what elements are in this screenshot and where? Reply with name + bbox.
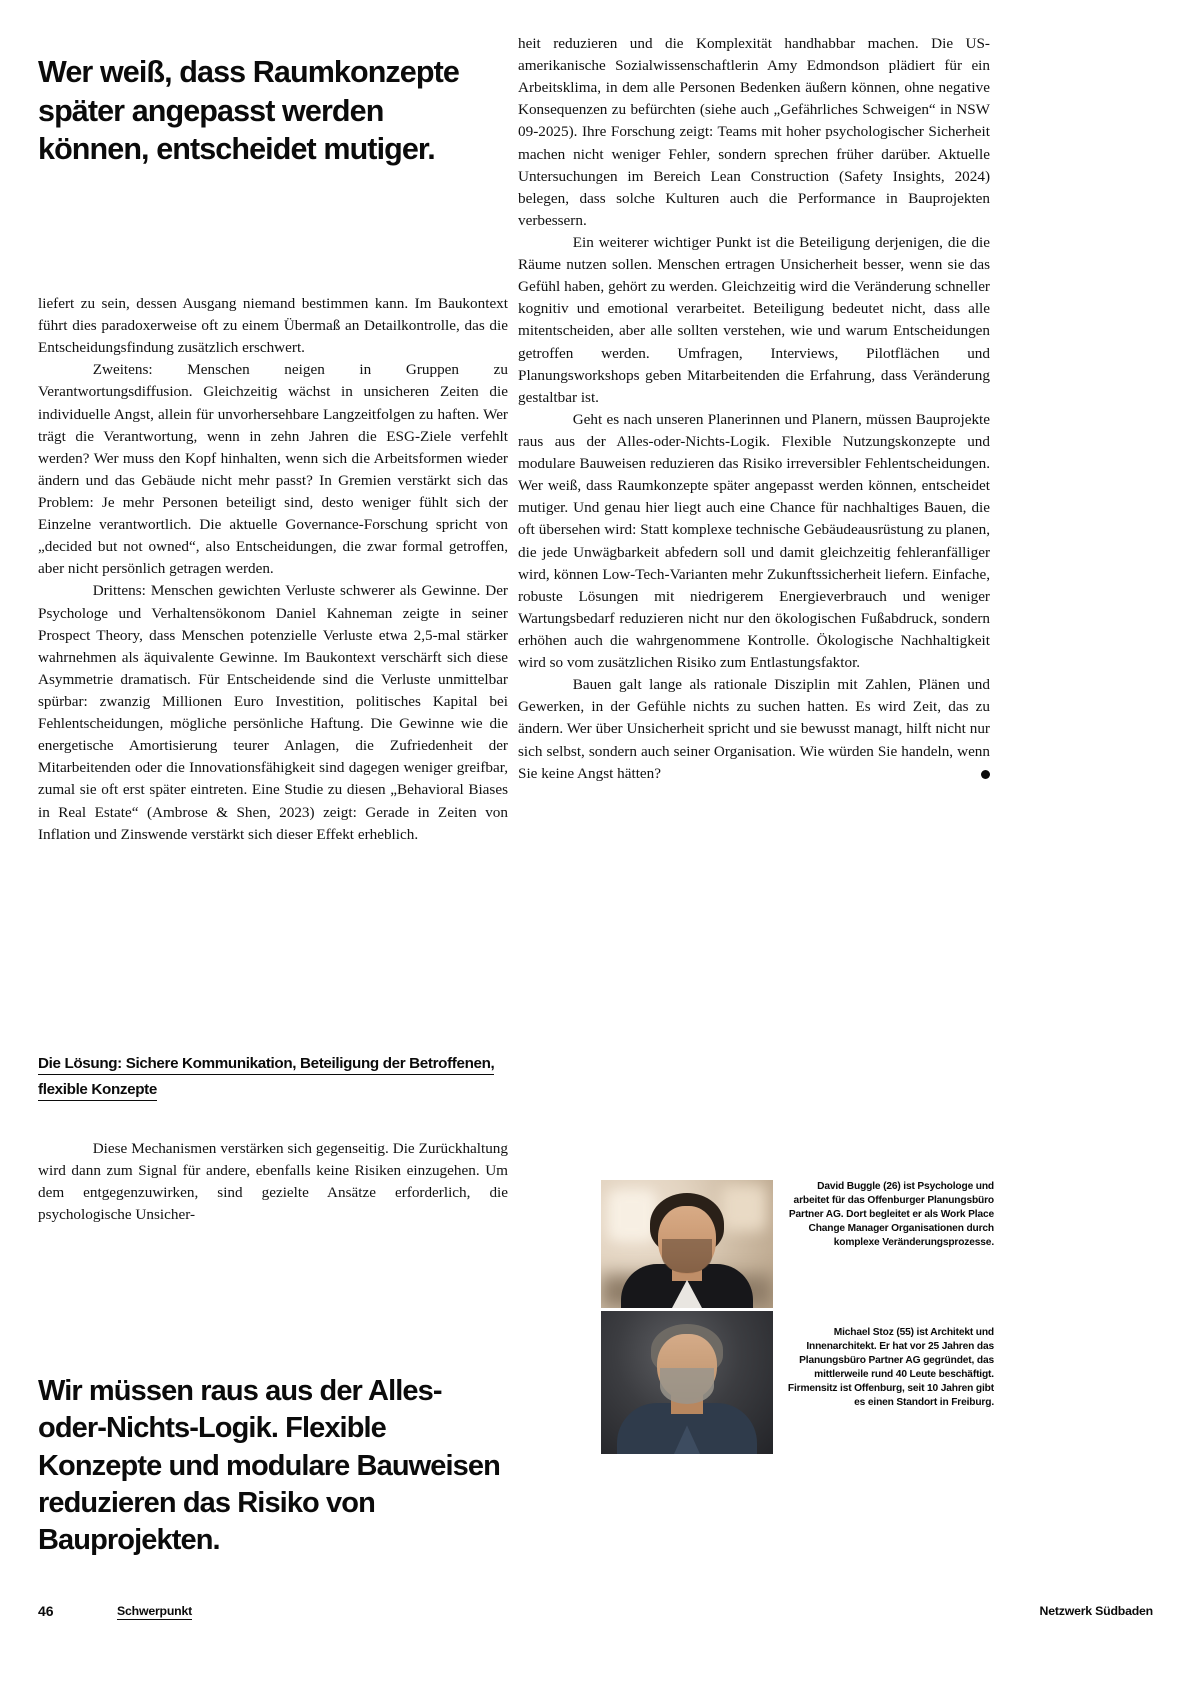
portrait-photo-michael-stoz	[601, 1311, 773, 1454]
portrait-photo-david-buggle	[601, 1180, 773, 1308]
section-subheading-text: Die Lösung: Sichere Kommunikation, Beteiligung der Betroffenen, flexible Konzepte	[38, 1055, 494, 1101]
paragraph: liefert zu sein, dessen Ausgang niemand bestimmen kann. Im Baukontext führt dies paradoxerweise oft zu einem Übermaß an Detailkontrolle, das die Entscheidungsfindung zusätzlich erschwert.	[38, 295, 508, 357]
paragraph: heit reduzieren und die Komplexität handhabbar machen. Die US-amerikanische Sozialwissenschaftlerin Amy Edmondson plädiert für ein Arbeitsklima, in dem alle Personen Bedenken äußern können, ohne negative Konsequenzen zu befürchten (siehe auch „Gefährliches Schweigen“ in NSW 09-2025). Ihre Forschung zeigt: Teams mit hoher psychologischer Sicherheit machen nicht weniger Fehler, sondern sprechen früher darüber. Aktuelle Untersuchungen im Bereich Lean Construction (Safety Insights, 2024) belegen, dass solche Kulturen auch die Performance in Bauprojekten verbessern.	[518, 35, 990, 229]
paragraph: Ein weiterer wichtiger Punkt ist die Beteiligung derjenigen, die die Räume nutzen sollen. Menschen ertragen Unsicherheit besser, wenn sie das Gefühl haben, gehört zu werden. Gleichzeitig wird die Veränderung schneller kognitiv und emotional verarbeitet. Beteiligung bedeutet nicht, dass alle mitentscheiden, aber alle sollten verstehen, wie und warum Entscheidungen getroffen werden. Umfragen, Interviews, Pilotflächen und Planungsworkshops geben Mitarbeitenden die Erfahrung, dass Veränderung gestaltbar ist.	[518, 233, 990, 406]
footer-section-label: Schwerpunkt	[117, 1604, 193, 1618]
page-headline: Wer weiß, dass Raumkonzepte später angepasst werden können, entscheidet mutiger.	[38, 55, 459, 167]
paragraph: Diese Mechanismen verstärken sich gegenseitig. Die Zurückhaltung wird dann zum Signal für andere, ebenfalls keine Risiken einzugehen. Um dem entgegenzuwirken, sind gezielte Ansätze erforderlich, die psychologische Unsicher-	[38, 1140, 508, 1224]
left-text-column	[38, 293, 508, 846]
bio-caption-david-buggle: David Buggle (26) ist Psychologe und arbeitet für das Offenburger Planungsbüro Partner AG. Dort begleitet er als Work Place Change Manager Organisationen durch komplexe Veränderungsprozesse.	[788, 1181, 994, 1248]
pull-quote: Wir müssen raus aus der Alles-oder-Nichts-Logik. Flexible Konzepte und modulare Bauweisen reduzieren das Risiko von Bauprojekten.	[38, 1375, 500, 1556]
footer-brand-label: Netzwerk Südbaden	[1039, 1604, 1153, 1618]
left-text-column-continued	[38, 1138, 508, 1226]
section-subheading	[38, 1051, 508, 1103]
paragraph: Bauen galt lange als rationale Disziplin mit Zahlen, Plänen und Gewerken, in der Gefühle nichts zu suchen hatten. Es wird Zeit, das zu ändern. Wer über Unsicherheit spricht und sie bewusst managt, hilft nicht nur sich selbst, sondern auch seiner Organisation. Wie würden Sie handeln, wenn Sie keine Angst hätten?	[518, 676, 990, 782]
bio-caption-michael-stoz: Michael Stoz (55) ist Architekt und Innenarchitekt. Er hat vor 25 Jahren das Planungsbüro Partner AG gegründet, das mittlerweile rund 40 Leute beschäftigt. Firmensitz ist Offenburg, seit 10 Jahren gibt es einen Standort in Freiburg.	[787, 1327, 994, 1408]
paragraph: Zweitens: Menschen neigen in Gruppen zu Verantwortungsdiffusion. Gleichzeitig wächst in unsicheren Zeiten die individuelle Angst, allein für unvorhersehbare Langzeitfolgen zu haften. Wer trägt die Verantwortung, wenn in zehn Jahren die ESG-Ziele verfehlt werden? Wer muss den Kopf hinhalten, wenn sich die Arbeitsformen wieder ändern und das Gebäude nicht mehr passt? In Gremien verstärkt sich das Problem: Je mehr Personen beteiligt sind, desto weniger fühlt sich der Einzelne verantwortlich. Die aktuelle Governance-Forschung spricht von „decided but not owned“, also Entscheidungen, die zwar formal getroffen, aber nicht persönlich getragen werden.	[38, 361, 508, 578]
paragraph: Geht es nach unseren Planerinnen und Planern, müssen Bauprojekte raus aus der Alles-oder-Nichts-Logik. Flexible Nutzungskonzepte und modulare Bauweisen reduzieren das Risiko irreversibler Fehlentscheidungen. Wer weiß, dass Raumkonzepte später angepasst werden können, entscheidet mutiger. Und genau hier liegt auch eine Chance für nachhaltiges Bauen, die oft übersehen wird: Statt komplexe technische Gebäudeausrüstung zu planen, die jede Unwägbarkeit abfedern soll und damit gleichzeitig fehleranfälliger wird, können Low-Tech-Varianten mehr Zukunftssicherheit liefern. Einfache, robuste Lösungen mit niedrigerem Energieverbrauch und weniger Wartungsbedarf reduzieren nicht nur den ökologischen Fußabdruck, sondern erhöhen auch die wahrgenommene Kontrolle. Ökologische Nachhaltigkeit wird so vom zusätzlichen Risiko zum Entlastungsfaktor.	[518, 410, 990, 672]
right-text-column	[518, 33, 990, 785]
paragraph: Drittens: Menschen gewichten Verluste schwerer als Gewinne. Der Psychologe und Verhaltensökonom Daniel Kahneman zeigte in seiner Prospect Theory, dass Menschen potenzielle Verluste etwa 2,5-mal stärker wahrnehmen als äquivalente Gewinne. Im Baukontext verschärft sich diese Asymmetrie dramatisch. Für Entscheidende sind die Verluste unmittelbar spürbar: zwanzig Millionen Euro Investition, politisches Kapital bei Fehlentscheidungen, mögliche persönliche Haftung. Die Gewinne wie die energetische Amortisierung teurer Anlagen, die Zufriedenheit der Mitarbeitenden oder die Innovationsfähigkeit sind dagegen weniger greifbar, zumal sie oft erst später eintreten. Eine Studie zu diesen „Behavioral Biases in Real Estate“ (Ambrose & Shen, 2023) zeigt: Gerade in Zeiten von Inflation und Zinswende verstärkt sich dieser Effekt erheblich.	[38, 582, 508, 843]
page-number: 46	[38, 1603, 54, 1619]
